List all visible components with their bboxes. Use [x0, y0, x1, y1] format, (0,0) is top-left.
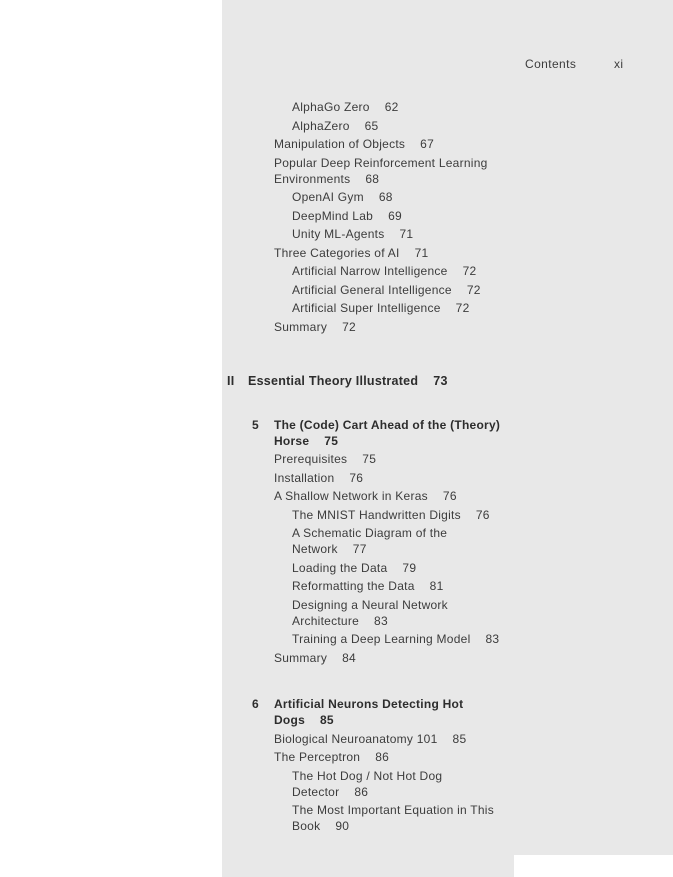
entry-page-number: 85	[452, 731, 467, 746]
entry-page-number: 79	[402, 560, 417, 575]
entry-page-number: 84	[342, 650, 356, 665]
entry-page-number: 83	[374, 613, 388, 628]
running-head: Contents	[525, 57, 577, 71]
entry-page-number: 72	[462, 264, 477, 278]
entry-title: Designing a Neural Network Architecture	[292, 597, 448, 628]
entry-number: II	[227, 374, 235, 388]
entry-page-number: 69	[388, 208, 402, 223]
entry-page-number: 86	[375, 750, 390, 764]
next-page-corner	[514, 855, 673, 877]
entry-page-number: 90	[335, 819, 350, 833]
toc-entry	[222, 189, 673, 205]
toc-entry	[222, 245, 673, 261]
entry-title: Manipulation of Objects	[274, 137, 406, 151]
entry-page-number: 83	[485, 632, 500, 646]
entry-page-number: 81	[429, 579, 444, 593]
entry-page-number: 67	[420, 137, 435, 151]
page-header	[222, 56, 673, 72]
toc-entry	[222, 560, 673, 576]
toc-spacer	[222, 668, 673, 696]
entry-title: Artificial General Intelligence	[292, 282, 452, 297]
entry-title: Artificial Super Intelligence	[292, 301, 441, 315]
entry-title: The MNIST Handwritten Digits	[292, 507, 461, 522]
entry-page-number: 72	[342, 319, 356, 334]
entry-page-number: 72	[455, 301, 470, 315]
toc-entry	[222, 226, 673, 242]
entry-title: Essential Theory Illustrated	[248, 374, 419, 388]
entry-title: Summary	[274, 650, 328, 665]
entry-title: The Most Important Equation in This Book	[292, 803, 494, 833]
entry-title: Installation	[274, 470, 335, 485]
toc-entry	[222, 578, 673, 594]
entry-page-number: 76	[475, 507, 490, 522]
entry-title: A Shallow Network in Keras	[274, 489, 428, 503]
chapter-entry	[222, 696, 673, 728]
entry-page-number: 72	[466, 282, 481, 297]
toc-entry	[222, 263, 673, 279]
entry-title: AlphaGo Zero	[292, 100, 370, 114]
entry-title: The (Code) Cart Ahead of the (Theory) Horse	[274, 417, 501, 448]
toc-entry	[222, 470, 673, 486]
toc-entry	[222, 488, 673, 504]
toc-entry	[222, 597, 673, 629]
toc-entry	[222, 136, 673, 152]
toc-entry	[222, 118, 673, 134]
part-entry	[222, 373, 673, 389]
entry-title: Summary	[274, 319, 328, 334]
toc-entry	[222, 282, 673, 298]
entry-title: Artificial Neurons Detecting Hot Dogs	[274, 697, 464, 727]
chapter-entry	[222, 417, 673, 449]
entry-number: 6	[252, 697, 259, 711]
toc-entry	[222, 802, 673, 834]
entry-page-number: 65	[364, 118, 379, 133]
entry-page-number: 73	[433, 374, 448, 388]
toc-entry	[222, 300, 673, 316]
toc-entry	[222, 99, 673, 115]
toc-spacer	[222, 392, 673, 417]
entry-title: DeepMind Lab	[292, 208, 374, 223]
entry-title: A Schematic Diagram of the Network	[292, 526, 448, 556]
toc-entry	[222, 507, 673, 523]
toc-spacer	[222, 337, 673, 373]
entry-title: Prerequisites	[274, 452, 348, 466]
entry-page-number: 76	[349, 470, 364, 485]
entry-page-number: 75	[324, 433, 339, 448]
entry-page-number: 62	[384, 100, 399, 114]
entry-title: Three Categories of AI	[274, 245, 400, 260]
toc-entry	[222, 768, 673, 800]
entry-page-number: 71	[399, 227, 414, 241]
toc-entry	[222, 319, 673, 335]
entry-page-number: 77	[352, 542, 367, 556]
entry-number: 5	[252, 417, 259, 432]
entry-title: AlphaZero	[292, 118, 350, 133]
entry-title: Training a Deep Learning Model	[292, 632, 471, 646]
toc-entry	[222, 650, 673, 666]
entry-title: Reformatting the Data	[292, 579, 415, 593]
entry-page-number: 71	[414, 245, 429, 260]
toc-entry	[222, 451, 673, 467]
entry-title: OpenAI Gym	[292, 190, 364, 204]
toc-entry	[222, 749, 673, 765]
entry-page-number: 76	[442, 489, 457, 503]
entry-title: Unity ML-Agents	[292, 227, 385, 241]
toc-entry	[222, 525, 673, 557]
entry-title: Popular Deep Reinforcement Learning Environments	[274, 155, 488, 186]
entry-page-number: 85	[320, 713, 334, 727]
entry-title: Biological Neuroanatomy 101	[274, 731, 438, 746]
page-folio: xi	[614, 57, 624, 71]
entry-title: The Hot Dog / Not Hot Dog Detector	[292, 768, 443, 799]
toc-entry	[222, 155, 673, 187]
entry-title: Artificial Narrow Intelligence	[292, 264, 448, 278]
entry-title: The Perceptron	[274, 750, 361, 764]
entry-page-number: 75	[362, 452, 377, 466]
entry-page-number: 68	[378, 190, 393, 204]
toc-entry	[222, 208, 673, 224]
toc-entry	[222, 731, 673, 747]
toc-entries	[222, 99, 673, 837]
book-page	[222, 0, 673, 877]
toc-entry	[222, 631, 673, 647]
entry-title: Loading the Data	[292, 560, 388, 575]
entry-page-number: 68	[365, 171, 380, 186]
entry-page-number: 86	[354, 784, 369, 799]
